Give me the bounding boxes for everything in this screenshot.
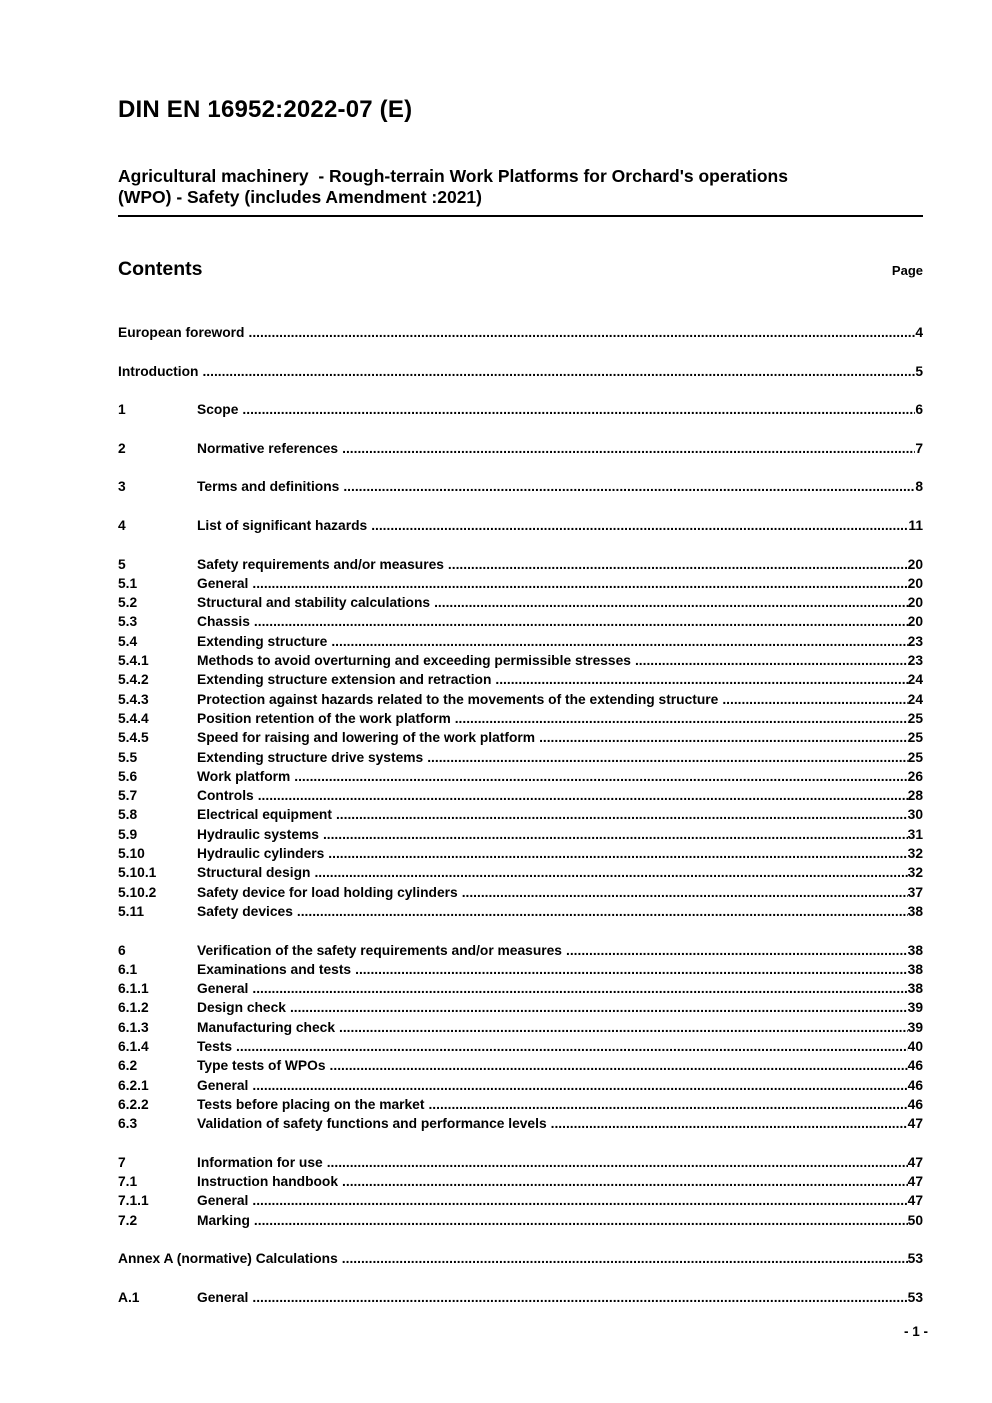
leader-dots	[242, 400, 915, 419]
toc-entry	[118, 1288, 923, 1307]
leader-dots	[343, 477, 915, 496]
toc-entry-page: 53	[907, 1251, 923, 1267]
leader-dots	[462, 883, 908, 902]
leader-dots	[252, 979, 907, 998]
toc-entry-page: 40	[907, 1038, 923, 1054]
toc-entry-page: 5	[915, 363, 923, 379]
toc-entry	[118, 690, 923, 709]
toc-entry-label: Tests before placing on the market	[197, 1096, 425, 1112]
toc-entry-page: 39	[907, 1019, 923, 1035]
toc-entry-label: Electrical equipment	[197, 807, 332, 823]
toc-entry-page: 38	[907, 903, 923, 919]
toc-entry	[118, 612, 923, 631]
toc-entry-label: Protection against hazards related to the movements of the extending structure	[197, 691, 719, 707]
toc-entry-number: 3	[118, 479, 126, 495]
toc-entry-number: 5.10	[118, 846, 145, 862]
leader-dots	[202, 362, 915, 381]
toc-entry-label: Marking	[197, 1212, 250, 1228]
toc-entry	[118, 362, 923, 381]
leader-dots	[428, 1095, 907, 1114]
toc-entry-number: 5	[118, 556, 126, 572]
toc-entry-label: Methods to avoid overturning and exceeding permissible stresses	[197, 653, 631, 669]
toc-entry-number: 5.11	[118, 903, 145, 919]
toc-entry-number: 5.4.4	[118, 710, 149, 726]
toc-entry	[118, 863, 923, 882]
leader-dots	[330, 1056, 908, 1075]
toc-entry	[118, 632, 923, 651]
toc-entry-number: 7.2	[118, 1212, 138, 1228]
toc-entry	[118, 593, 923, 612]
toc-entry-number: 6.2.2	[118, 1096, 149, 1112]
leader-dots	[448, 555, 908, 574]
toc-entry-page: 26	[907, 768, 923, 784]
toc-entry-number: 6.3	[118, 1116, 138, 1132]
toc-entry	[118, 651, 923, 670]
toc-entry-label: General	[197, 981, 249, 997]
toc-entry-label: Information for use	[197, 1154, 323, 1170]
document-title	[118, 166, 923, 217]
toc-entry-page: 46	[907, 1058, 923, 1074]
leader-dots	[551, 1114, 908, 1133]
leader-dots	[336, 805, 908, 824]
toc-entry-page: 38	[907, 961, 923, 977]
toc-entry-label: Introduction	[118, 363, 199, 379]
toc-entry	[118, 1076, 923, 1095]
toc-entry-number: 6.1.2	[118, 1000, 149, 1016]
toc-entry-page: 6	[915, 402, 923, 418]
leader-dots	[258, 786, 908, 805]
toc-entry-page: 20	[907, 556, 923, 572]
toc-entry	[118, 748, 923, 767]
toc-entry-page: 8	[915, 479, 923, 495]
leader-dots	[342, 1249, 908, 1268]
toc-entry	[118, 1056, 923, 1075]
toc-entry-label: Normative references	[197, 440, 339, 456]
toc-entry-number: 5.3	[118, 614, 138, 630]
leader-dots	[355, 960, 908, 979]
toc-entry-number: 5.1	[118, 575, 138, 591]
toc-entry-label: Structural and stability calculations	[197, 595, 431, 611]
toc-entry	[118, 902, 923, 921]
toc-entry	[118, 1172, 923, 1191]
leader-dots	[455, 709, 908, 728]
toc-entry	[118, 728, 923, 747]
toc-entry	[118, 1037, 923, 1056]
toc-entry	[118, 805, 923, 824]
toc-entry-number: 5.7	[118, 788, 138, 804]
leader-dots	[434, 593, 908, 612]
leader-dots	[566, 941, 908, 960]
toc-entry-label: Controls	[197, 788, 254, 804]
toc-entry-page: 47	[907, 1193, 923, 1209]
toc-entry-page: 46	[907, 1077, 923, 1093]
leader-dots	[248, 323, 915, 342]
toc-entry-page: 23	[907, 653, 923, 669]
toc-entry-page: 11	[908, 517, 923, 533]
toc-entry-number: 6	[118, 942, 126, 958]
toc-entry-page: 53	[907, 1289, 923, 1305]
toc-entry-label: List of significant hazards	[197, 517, 368, 533]
toc-entry-page: 20	[907, 595, 923, 611]
leader-dots	[252, 1076, 907, 1095]
toc-entry-number: 7.1.1	[118, 1193, 149, 1209]
toc-entry-number: 1	[118, 402, 126, 418]
leader-dots	[252, 1191, 907, 1210]
toc-entry-number: 5.4.3	[118, 691, 149, 707]
toc-entry-page: 50	[907, 1212, 923, 1228]
toc-entry-number: A.1	[118, 1289, 140, 1305]
toc-entry-label: Extending structure extension and retraction	[197, 672, 492, 688]
toc-entry-number: 5.5	[118, 749, 138, 765]
toc-entry-label: Extending structure drive systems	[197, 749, 424, 765]
leader-dots	[294, 767, 907, 786]
toc-entry	[118, 323, 923, 342]
toc-entry	[118, 555, 923, 574]
leader-dots	[722, 690, 907, 709]
toc-entry	[118, 998, 923, 1017]
leader-dots	[427, 748, 907, 767]
toc-entry-page: 39	[907, 1000, 923, 1016]
leader-dots	[236, 1037, 908, 1056]
leader-dots	[290, 998, 908, 1017]
leader-dots	[314, 863, 907, 882]
toc-entry-label: European foreword	[118, 325, 245, 340]
toc-entry-page: 46	[907, 1096, 923, 1112]
toc-entry	[118, 1095, 923, 1114]
toc-entry-label: Examinations and tests	[197, 961, 352, 977]
toc-entry-number: 6.1.3	[118, 1019, 149, 1035]
toc-entry-label: Speed for raising and lowering of the work platform	[197, 730, 536, 746]
toc-entry-page: 38	[907, 942, 923, 958]
toc-entry-label: Safety requirements and/or measures	[197, 556, 444, 572]
toc-entry-number: 5.10.2	[118, 884, 157, 900]
contents-heading: Contents	[118, 258, 203, 280]
toc-entry-number: 5.4	[118, 633, 138, 649]
toc-entry-label: Design check	[197, 1000, 286, 1016]
toc-entry-number: 5.4.2	[118, 672, 149, 688]
toc-entry	[118, 825, 923, 844]
toc-entry-page: 25	[907, 710, 923, 726]
toc-entry-page: 37	[907, 884, 923, 900]
toc-entry-label: Tests	[197, 1038, 233, 1054]
toc-entry	[118, 767, 923, 786]
leader-dots	[331, 632, 907, 651]
toc-entry-page: 25	[907, 749, 923, 765]
toc-entry-page: 24	[907, 691, 923, 707]
toc-entry-page: 23	[907, 633, 923, 649]
toc-entry-label: Manufacturing check	[197, 1019, 335, 1035]
toc-entry-page: 47	[907, 1174, 923, 1190]
leader-dots	[254, 1211, 908, 1230]
contents-header-row	[118, 257, 923, 281]
toc-entry	[118, 400, 923, 419]
toc-entry	[118, 1249, 923, 1268]
leader-dots	[252, 1288, 907, 1307]
toc-entry-label: Hydraulic cylinders	[197, 846, 325, 862]
toc-entry-number: 4	[118, 517, 126, 533]
document-title-line-2: (WPO) - Safety (includes Amendment :2021)	[118, 187, 482, 207]
toc-entry-page: 32	[907, 846, 923, 862]
toc-entry	[118, 1211, 923, 1230]
toc-entry-label: Type tests of WPOs	[197, 1058, 326, 1074]
leader-dots	[495, 670, 907, 689]
toc-entry-label: Chassis	[197, 614, 250, 630]
toc-entry	[118, 1191, 923, 1210]
toc-entry-number: 7	[118, 1154, 126, 1170]
toc-entry	[118, 786, 923, 805]
toc-entry-page: 30	[907, 807, 923, 823]
page-column-label: Page	[891, 263, 923, 278]
toc-entry	[118, 516, 923, 535]
toc-entry-label: Validation of safety functions and performance levels	[197, 1116, 547, 1132]
toc-entry-page: 38	[907, 981, 923, 997]
leader-dots	[371, 516, 908, 535]
toc-entry-label: Structural design	[197, 865, 311, 881]
toc-entry	[118, 883, 923, 902]
toc-entry-label: Terms and definitions	[197, 479, 340, 495]
document-title-line-1: Agricultural machinery - Rough-terrain Work Platforms for Orchard's operations	[118, 166, 788, 186]
leader-dots	[339, 1018, 908, 1037]
toc-entry-number: 5.2	[118, 595, 138, 611]
leader-dots	[254, 612, 908, 631]
toc-entry-label: Verification of the safety requirements and/or measures	[197, 942, 562, 958]
toc-entry-page: 25	[907, 730, 923, 746]
toc-entry	[118, 670, 923, 689]
toc-entry	[118, 574, 923, 593]
toc-entry-label: General	[197, 1193, 249, 1209]
toc-entry-number: 6.2	[118, 1058, 138, 1074]
toc-entry-page: 20	[907, 575, 923, 591]
toc-entry-page: 32	[907, 865, 923, 881]
toc-entry-number: 5.4.1	[118, 653, 149, 669]
leader-dots	[342, 439, 915, 458]
toc-entry-number: 5.4.5	[118, 730, 149, 746]
toc-entry	[118, 709, 923, 728]
toc-entry-page: 47	[907, 1154, 923, 1170]
toc-entry-label: Annex A (normative) Calculations	[118, 1251, 338, 1267]
toc-entry-number: 7.1	[118, 1174, 138, 1190]
toc-entry-label: Scope	[197, 402, 239, 418]
leader-dots	[342, 1172, 908, 1191]
toc-entry-label: Work platform	[197, 768, 291, 784]
toc-entry-page: 28	[907, 788, 923, 804]
leader-dots	[323, 825, 908, 844]
toc-entry-page: 20	[907, 614, 923, 630]
toc-entry	[118, 979, 923, 998]
toc-entry-label: Safety devices	[197, 903, 293, 919]
toc-entry-number: 2	[118, 440, 126, 456]
toc-entry-page: 47	[907, 1116, 923, 1132]
toc-entry-label: Hydraulic systems	[197, 826, 319, 842]
toc-list	[118, 323, 923, 1307]
toc-entry-label: Extending structure	[197, 633, 328, 649]
toc-entry-page: 7	[915, 440, 923, 456]
toc-entry-label: Position retention of the work platform	[197, 710, 451, 726]
toc-entry-number: 5.6	[118, 768, 138, 784]
toc-entry	[118, 1114, 923, 1133]
toc-entry-number: 6.1.4	[118, 1038, 149, 1054]
leader-dots	[297, 902, 908, 921]
toc-entry	[118, 1153, 923, 1172]
toc-entry	[118, 960, 923, 979]
toc-entry-number: 5.9	[118, 826, 138, 842]
leader-dots	[328, 844, 907, 863]
toc-entry	[118, 941, 923, 960]
toc-entry-page: 4	[915, 325, 923, 340]
doc-number-heading: DIN EN 16952:2022-07 (E)	[118, 96, 413, 123]
leader-dots	[539, 728, 908, 747]
toc-entry-label: General	[197, 1077, 249, 1093]
toc-entry	[118, 477, 923, 496]
toc-entry-label: Instruction handbook	[197, 1174, 339, 1190]
toc-entry-page: 24	[907, 672, 923, 688]
leader-dots	[635, 651, 908, 670]
toc-entry-label: General	[197, 1289, 249, 1305]
toc-entry	[118, 1018, 923, 1037]
toc-entry	[118, 439, 923, 458]
toc-entry-label: Safety device for load holding cylinders	[197, 884, 458, 900]
toc-entry-label: General	[197, 575, 249, 591]
footer-page-number: - 1 -	[903, 1324, 928, 1339]
toc-entry-number: 6.1.1	[118, 981, 149, 997]
toc-entry-page: 31	[907, 826, 923, 842]
toc-entry-number: 5.8	[118, 807, 138, 823]
leader-dots	[252, 574, 907, 593]
toc-entry-number: 6.2.1	[118, 1077, 149, 1093]
leader-dots	[327, 1153, 908, 1172]
toc-entry	[118, 844, 923, 863]
toc-entry-number: 6.1	[118, 961, 138, 977]
toc-entry-number: 5.10.1	[118, 865, 157, 881]
